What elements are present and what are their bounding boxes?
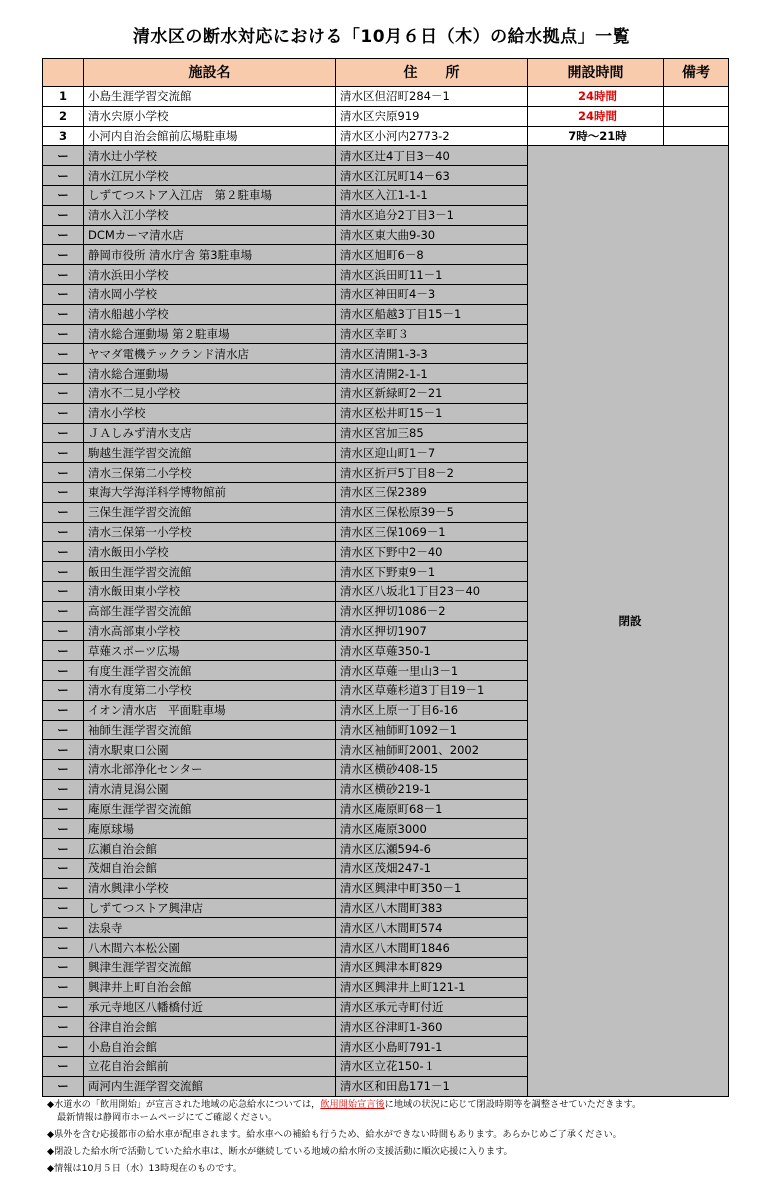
row-number: ー xyxy=(43,562,84,582)
facility-name: 清水岡小学校 xyxy=(84,284,336,304)
facility-address: 清水区清開2-1-1 xyxy=(336,364,528,384)
row-number: ー xyxy=(43,522,84,542)
facility-address: 清水区下野東9－1 xyxy=(336,562,528,582)
row-number: ー xyxy=(43,581,84,601)
facility-name: 興津井上町自治会館 xyxy=(84,977,336,997)
facility-address: 清水区但沼町284－1 xyxy=(336,87,528,107)
facility-name: 清水総合運動場 第２駐車場 xyxy=(84,324,336,344)
facility-address: 清水区折戸5丁目8－2 xyxy=(336,463,528,483)
header-opening-hours: 開設時間 xyxy=(528,59,664,87)
header-facility-name: 施設名 xyxy=(84,59,336,87)
facility-address: 清水区上原一丁目6-16 xyxy=(336,700,528,720)
facility-name: 清水駅東口公園 xyxy=(84,740,336,760)
facility-name: 駒越生涯学習交流館 xyxy=(84,443,336,463)
row-number: 3 xyxy=(43,126,84,146)
table-body xyxy=(43,87,729,1097)
facility-address: 清水区八木間町383 xyxy=(336,898,528,918)
row-number: ー xyxy=(43,1037,84,1057)
facility-name: 清水有度第二小学校 xyxy=(84,680,336,700)
facility-address: 清水区三保1069－1 xyxy=(336,522,528,542)
table-row xyxy=(43,106,729,126)
water-supply-table xyxy=(42,58,729,1097)
row-number: ー xyxy=(43,958,84,978)
facility-name: 静岡市役所 清水庁舎 第3駐車場 xyxy=(84,245,336,265)
row-number: ー xyxy=(43,245,84,265)
facility-address: 清水区下野中2－40 xyxy=(336,542,528,562)
facility-address: 清水区追分2丁目3－1 xyxy=(336,205,528,225)
facility-address: 清水区庵原町68－1 xyxy=(336,799,528,819)
facility-name: 清水飯田小学校 xyxy=(84,542,336,562)
row-number: ー xyxy=(43,839,84,859)
facility-address: 清水区承元寺町付近 xyxy=(336,997,528,1017)
facility-name: 高部生涯学習交流館 xyxy=(84,601,336,621)
facility-name: 広瀬自治会館 xyxy=(84,839,336,859)
opening-hours: 7時～21時 xyxy=(528,126,664,146)
note-3: ◆閉設した給水所で活動していた給水車は、断水が継続している地域の給水所の支援活動に順次応援に入ります。 xyxy=(47,1146,513,1157)
facility-name: 法泉寺 xyxy=(84,918,336,938)
footnotes xyxy=(47,1098,747,1179)
row-number: ー xyxy=(43,740,84,760)
facility-address: 清水区横砂408-15 xyxy=(336,760,528,780)
row-number: ー xyxy=(43,918,84,938)
facility-address: 清水区和田島171－1 xyxy=(336,1076,528,1096)
opening-hours: 24時間 xyxy=(528,87,664,107)
facility-name: 谷津自治会館 xyxy=(84,1017,336,1037)
table-row xyxy=(43,87,729,107)
facility-name: 清水入江小学校 xyxy=(84,205,336,225)
facility-address: 清水区三保松原39－5 xyxy=(336,502,528,522)
row-number: ー xyxy=(43,661,84,681)
row-number: ー xyxy=(43,423,84,443)
table-row xyxy=(43,126,729,146)
facility-name: 東海大学海洋科学博物館前 xyxy=(84,482,336,502)
facility-name: 庵原生涯学習交流館 xyxy=(84,799,336,819)
facility-address: 清水区小島町791-1 xyxy=(336,1037,528,1057)
facility-address: 清水区袖師町1092－1 xyxy=(336,720,528,740)
row-number: 1 xyxy=(43,87,84,107)
note-1-highlight: 飲用開始宣言後 xyxy=(320,1099,385,1110)
facility-address: 清水区草薙350-1 xyxy=(336,641,528,661)
row-number: ー xyxy=(43,166,84,186)
row-number: ー xyxy=(43,621,84,641)
facility-address: 清水区辻4丁目3－40 xyxy=(336,146,528,166)
facility-address: 清水区迎山町1－7 xyxy=(336,443,528,463)
row-number: ー xyxy=(43,284,84,304)
facility-address: 清水区八木間町1846 xyxy=(336,938,528,958)
note-1-sub: 最新情報は静岡市ホームページにてご確認ください。 xyxy=(57,1112,278,1123)
facility-address: 清水区船越3丁目15－1 xyxy=(336,304,528,324)
facility-name: 清水浜田小学校 xyxy=(84,265,336,285)
remarks-cell xyxy=(664,126,729,146)
row-number: ー xyxy=(43,146,84,166)
row-number: ー xyxy=(43,1076,84,1096)
facility-name: 清水辻小学校 xyxy=(84,146,336,166)
row-number: ー xyxy=(43,364,84,384)
facility-address: 清水区谷津町1-360 xyxy=(336,1017,528,1037)
facility-address: 清水区八木間町574 xyxy=(336,918,528,938)
facility-name: 清水飯田東小学校 xyxy=(84,581,336,601)
row-number: ー xyxy=(43,443,84,463)
facility-name: 清水総合運動場 xyxy=(84,364,336,384)
facility-name: ヤマダ電機テックランド清水店 xyxy=(84,344,336,364)
facility-address: 清水区東大曲9-30 xyxy=(336,225,528,245)
facility-address: 清水区興津中町350－1 xyxy=(336,878,528,898)
row-number: ー xyxy=(43,225,84,245)
facility-name: 清水三保第一小学校 xyxy=(84,522,336,542)
facility-name: 清水清見潟公園 xyxy=(84,779,336,799)
facility-name: 清水宍原小学校 xyxy=(84,106,336,126)
row-number: ー xyxy=(43,1017,84,1037)
facility-address: 清水区興津井上町121-1 xyxy=(336,977,528,997)
facility-name: 小島自治会館 xyxy=(84,1037,336,1057)
facility-name: 飯田生涯学習交流館 xyxy=(84,562,336,582)
row-number: ー xyxy=(43,324,84,344)
note-1-text-end: に地域の状況に応じて閉設時期等を調整させていただきます。 xyxy=(384,1099,642,1110)
opening-hours: 24時間 xyxy=(528,106,664,126)
facility-name: 清水不二見小学校 xyxy=(84,383,336,403)
row-number: ー xyxy=(43,720,84,740)
facility-address: 清水区広瀬594-6 xyxy=(336,839,528,859)
row-number: ー xyxy=(43,977,84,997)
remarks-cell xyxy=(664,106,729,126)
row-number: ー xyxy=(43,819,84,839)
page-title: 清水区の断水対応における「10月６日（木）の給水拠点」一覧 xyxy=(132,27,631,47)
facility-name: 草薙スポーツ広場 xyxy=(84,641,336,661)
row-number: ー xyxy=(43,403,84,423)
row-number: ー xyxy=(43,997,84,1017)
facility-address: 清水区押切1086－2 xyxy=(336,601,528,621)
facility-name: ＪＡしみず清水支店 xyxy=(84,423,336,443)
facility-address: 清水区宮加三85 xyxy=(336,423,528,443)
note-1 xyxy=(47,1098,747,1124)
row-number: 2 xyxy=(43,106,84,126)
facility-address: 清水区新緑町2－21 xyxy=(336,383,528,403)
row-number: ー xyxy=(43,601,84,621)
facility-address: 清水区小河内2773-2 xyxy=(336,126,528,146)
facility-name: 清水高部東小学校 xyxy=(84,621,336,641)
row-number: ー xyxy=(43,304,84,324)
facility-name: 茂畑自治会館 xyxy=(84,859,336,879)
facility-name: DCMカーマ清水店 xyxy=(84,225,336,245)
facility-name: 袖師生涯学習交流館 xyxy=(84,720,336,740)
facility-address: 清水区松井町15－1 xyxy=(336,403,528,423)
facility-address: 清水区立花150-１ xyxy=(336,1057,528,1077)
row-number: ー xyxy=(43,1057,84,1077)
row-number: ー xyxy=(43,700,84,720)
facility-address: 清水区茂畑247-1 xyxy=(336,859,528,879)
facility-address: 清水区宍原919 xyxy=(336,106,528,126)
facility-address: 清水区旭町6－8 xyxy=(336,245,528,265)
header-address: 住 所 xyxy=(336,59,528,87)
row-number: ー xyxy=(43,344,84,364)
row-number: ー xyxy=(43,878,84,898)
row-number: ー xyxy=(43,779,84,799)
facility-address: 清水区神田町4－3 xyxy=(336,284,528,304)
row-number: ー xyxy=(43,542,84,562)
facility-address: 清水区入江1-1-1 xyxy=(336,185,528,205)
remarks-cell xyxy=(664,87,729,107)
row-number: ー xyxy=(43,799,84,819)
facility-name: 清水船越小学校 xyxy=(84,304,336,324)
facility-name: 清水北部浄化センター xyxy=(84,760,336,780)
facility-name: 承元寺地区八幡橋付近 xyxy=(84,997,336,1017)
facility-name: 三保生涯学習交流館 xyxy=(84,502,336,522)
facility-name: イオン清水店 平面駐車場 xyxy=(84,700,336,720)
closed-status: 閉設 xyxy=(528,146,729,1096)
row-number: ー xyxy=(43,205,84,225)
facility-name: 有度生涯学習交流館 xyxy=(84,661,336,681)
note-2: ◆県外を含む応援都市の給水車が配車されます。給水車への補給も行うため、給水ができない時間もあります。あらかじめご了承ください。 xyxy=(47,1129,622,1140)
facility-name: 庵原球場 xyxy=(84,819,336,839)
facility-address: 清水区庵原3000 xyxy=(336,819,528,839)
facility-address: 清水区草薙一里山3－1 xyxy=(336,661,528,681)
row-number: ー xyxy=(43,898,84,918)
note-1-text: ◆水道水の「飲用開始」が宣言された地域の応急給水については， xyxy=(47,1099,321,1110)
row-number: ー xyxy=(43,938,84,958)
row-number: ー xyxy=(43,641,84,661)
row-number: ー xyxy=(43,482,84,502)
facility-address: 清水区江尻町14－63 xyxy=(336,166,528,186)
table-header-row xyxy=(43,59,729,87)
facility-name: 清水三保第二小学校 xyxy=(84,463,336,483)
facility-address: 清水区押切1907 xyxy=(336,621,528,641)
facility-address: 清水区横砂219-1 xyxy=(336,779,528,799)
row-number: ー xyxy=(43,859,84,879)
facility-name: 小島生涯学習交流館 xyxy=(84,87,336,107)
facility-name: 八木間六本松公園 xyxy=(84,938,336,958)
facility-address: 清水区幸町３ xyxy=(336,324,528,344)
table-row xyxy=(43,146,729,166)
facility-address: 清水区浜田町11－1 xyxy=(336,265,528,285)
facility-name: 清水小学校 xyxy=(84,403,336,423)
facility-address: 清水区八坂北1丁目23－40 xyxy=(336,581,528,601)
facility-address: 清水区興津本町829 xyxy=(336,958,528,978)
facility-name: 清水興津小学校 xyxy=(84,878,336,898)
facility-name: 両河内生涯学習交流館 xyxy=(84,1076,336,1096)
row-number: ー xyxy=(43,760,84,780)
row-number: ー xyxy=(43,185,84,205)
row-number: ー xyxy=(43,680,84,700)
facility-address: 清水区清開1-3-3 xyxy=(336,344,528,364)
row-number: ー xyxy=(43,463,84,483)
facility-name: 清水江尻小学校 xyxy=(84,166,336,186)
facility-name: 興津生涯学習交流館 xyxy=(84,958,336,978)
row-number: ー xyxy=(43,265,84,285)
facility-address: 清水区草薙杉道3丁目19－1 xyxy=(336,680,528,700)
header-remarks: 備考 xyxy=(664,59,729,87)
row-number: ー xyxy=(43,383,84,403)
facility-name: 立花自治会館前 xyxy=(84,1057,336,1077)
facility-name: しずてつストア興津店 xyxy=(84,898,336,918)
note-4: ◆情報は10月５日（水）13時現在のものです。 xyxy=(47,1163,243,1174)
header-num xyxy=(43,59,84,87)
facility-name: 小河内自治会館前広場駐車場 xyxy=(84,126,336,146)
facility-address: 清水区三保2389 xyxy=(336,482,528,502)
row-number: ー xyxy=(43,502,84,522)
facility-address: 清水区袖師町2001、2002 xyxy=(336,740,528,760)
facility-name: しずてつストア入江店 第２駐車場 xyxy=(84,185,336,205)
